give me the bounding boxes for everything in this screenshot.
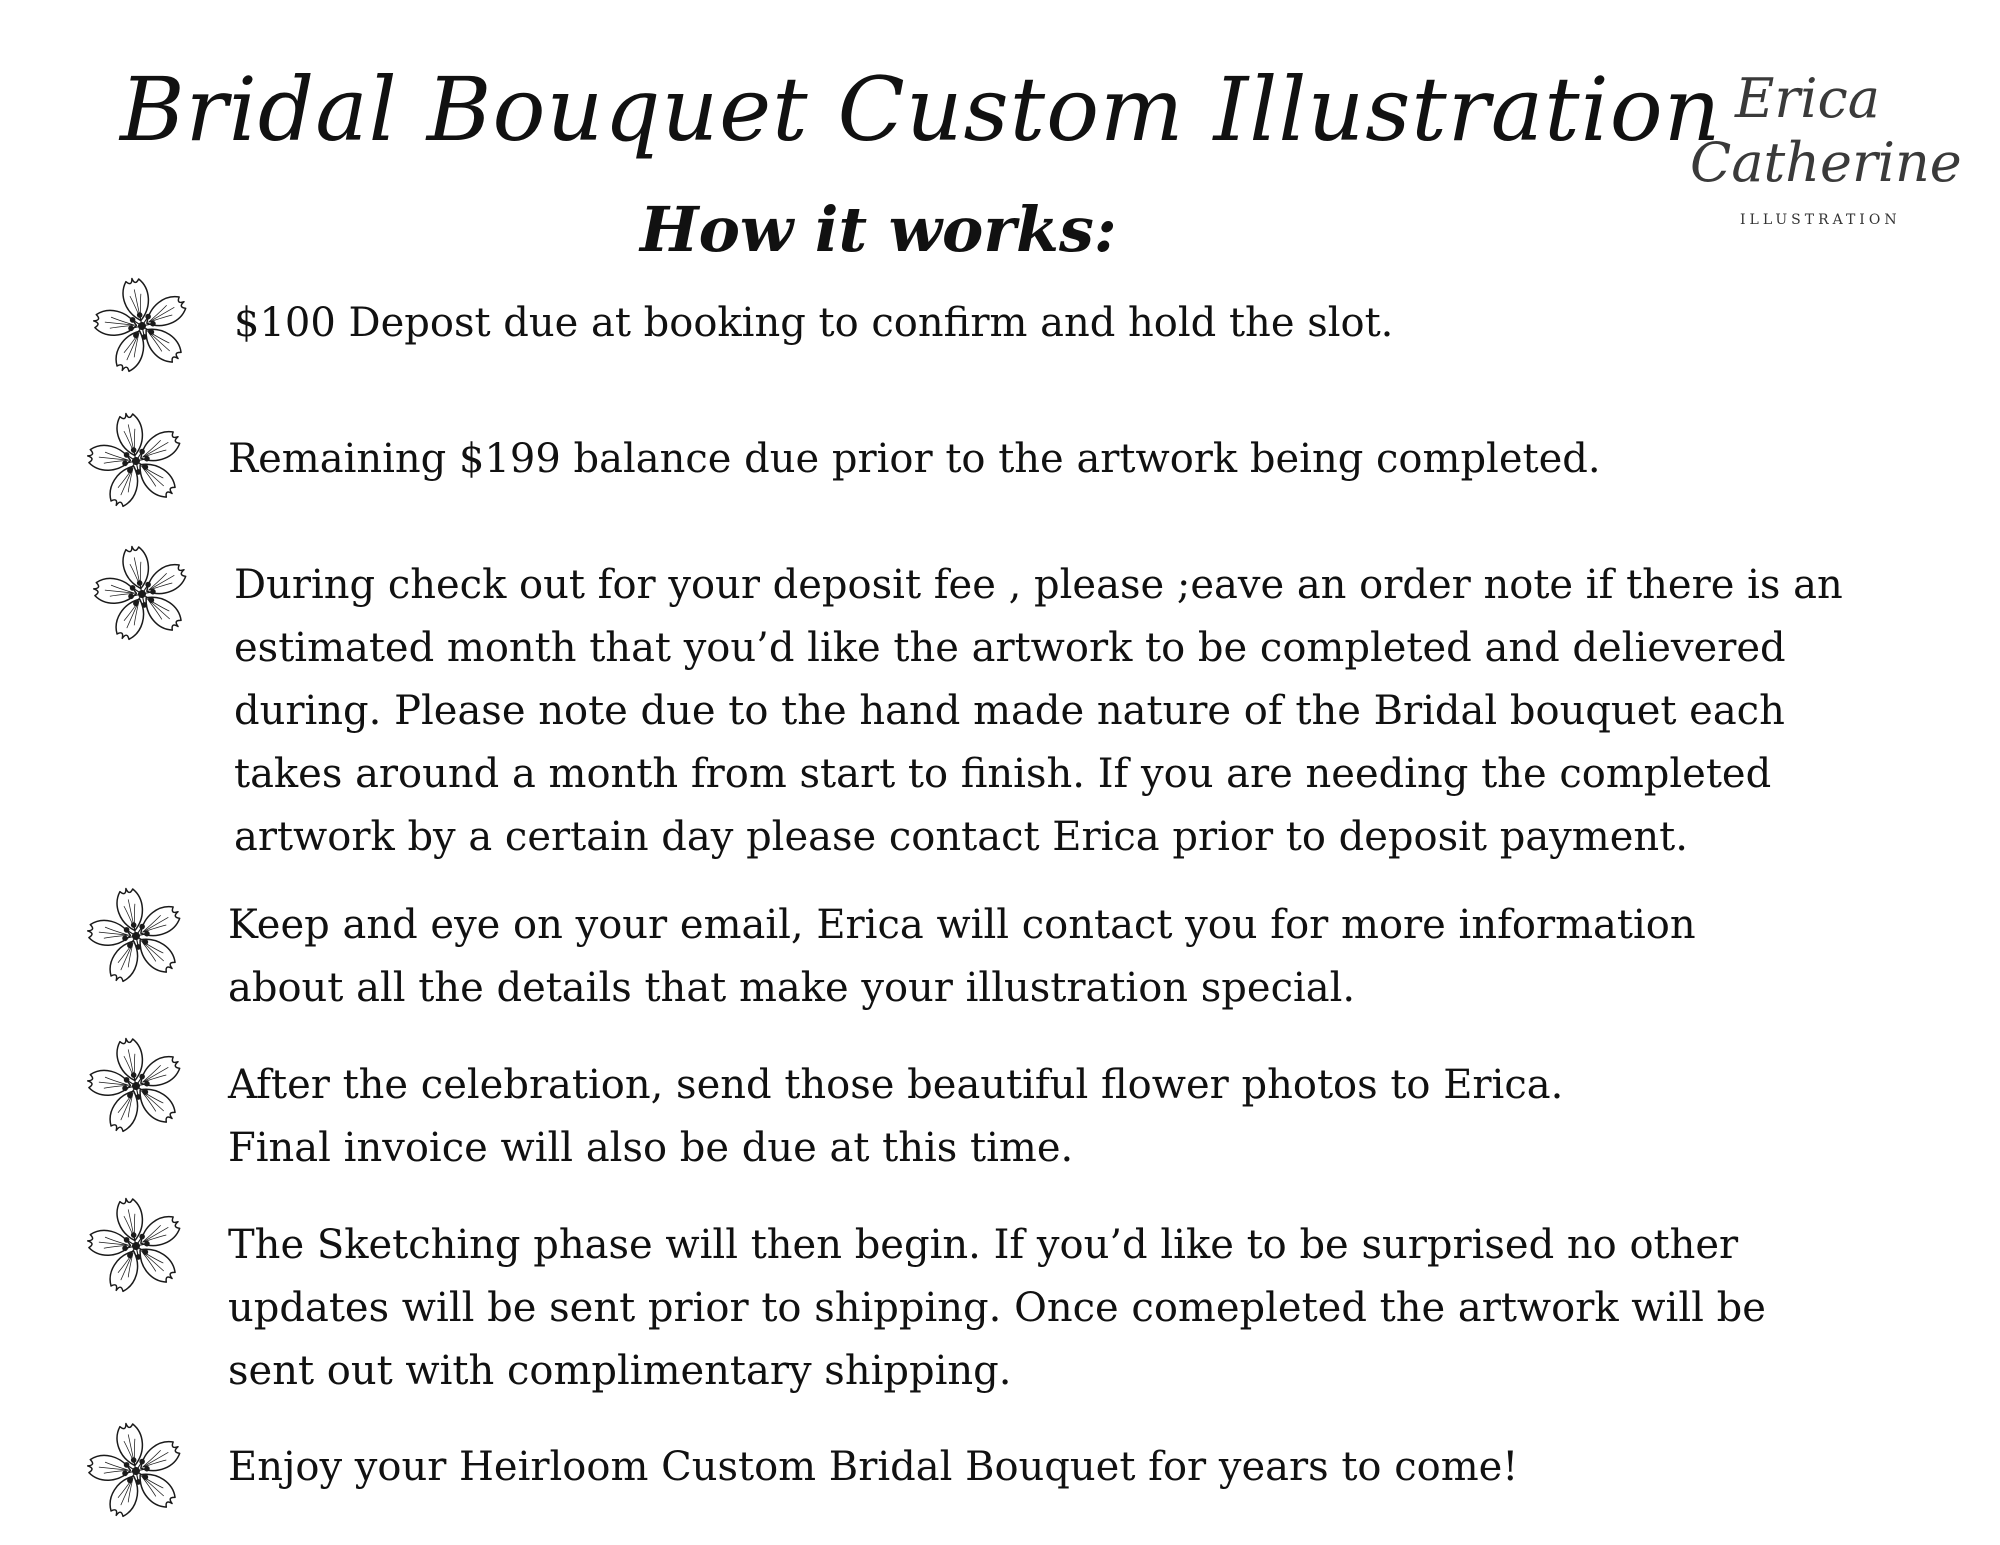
flower-icon xyxy=(86,538,198,650)
brand-logo xyxy=(1690,67,1962,242)
step-3-text xyxy=(234,554,1843,869)
flower-icon xyxy=(86,270,198,382)
step-2-text xyxy=(228,428,1601,491)
step-line: During check out for your deposit fee , please ;eave an order note if there is an xyxy=(234,562,1843,608)
flower-icon xyxy=(80,1190,192,1302)
page-subtitle: How it works: xyxy=(640,193,1117,266)
step-line: Remaining $199 balance due prior to the artwork being completed. xyxy=(228,436,1601,482)
flower-icon xyxy=(80,880,192,992)
step-line: Enjoy your Heirloom Custom Bridal Bouquet for years to come! xyxy=(228,1444,1519,1490)
step-7-text xyxy=(228,1436,1518,1499)
step-line: updates will be sent prior to shipping. Once comepleted the artwork will be xyxy=(228,1285,1766,1331)
step-line: $100 Depost due at booking to confirm and hold the slot. xyxy=(234,300,1394,346)
flower-icon xyxy=(80,1415,192,1527)
page-title: Bridal Bouquet Custom Illustration xyxy=(120,58,1722,161)
flower-icon xyxy=(80,1030,192,1142)
step-line: sent out with complimentary shipping. xyxy=(228,1348,1012,1394)
step-line: Final invoice will also be due at this time. xyxy=(228,1125,1074,1171)
logo-line-3: ILLUSTRATION xyxy=(1740,212,1901,228)
step-line: The Sketching phase will then begin. If you’d like to be surprised no other xyxy=(228,1222,1739,1268)
step-line: After the celebration, send those beautiful flower photos to Erica. xyxy=(228,1062,1564,1108)
logo-line-1: Erica xyxy=(1735,67,1880,130)
step-line: estimated month that you’d like the artwork to be completed and delievered xyxy=(234,625,1786,671)
step-4-text xyxy=(228,894,1696,1020)
flower-icon xyxy=(80,405,192,517)
step-line: about all the details that make your illustration special. xyxy=(228,965,1356,1011)
step-5-text xyxy=(228,1054,1563,1180)
step-line: takes around a month from start to finish. If you are needing the completed xyxy=(234,751,1772,797)
step-1-text xyxy=(234,292,1393,355)
step-line: during. Please note due to the hand made nature of the Bridal bouquet each xyxy=(234,688,1785,734)
step-line: Keep and eye on your email, Erica will contact you for more information xyxy=(228,902,1696,948)
logo-line-2: Catherine xyxy=(1690,131,1962,194)
step-6-text xyxy=(228,1214,1766,1403)
step-line: artwork by a certain day please contact Erica prior to deposit payment. xyxy=(234,814,1688,860)
